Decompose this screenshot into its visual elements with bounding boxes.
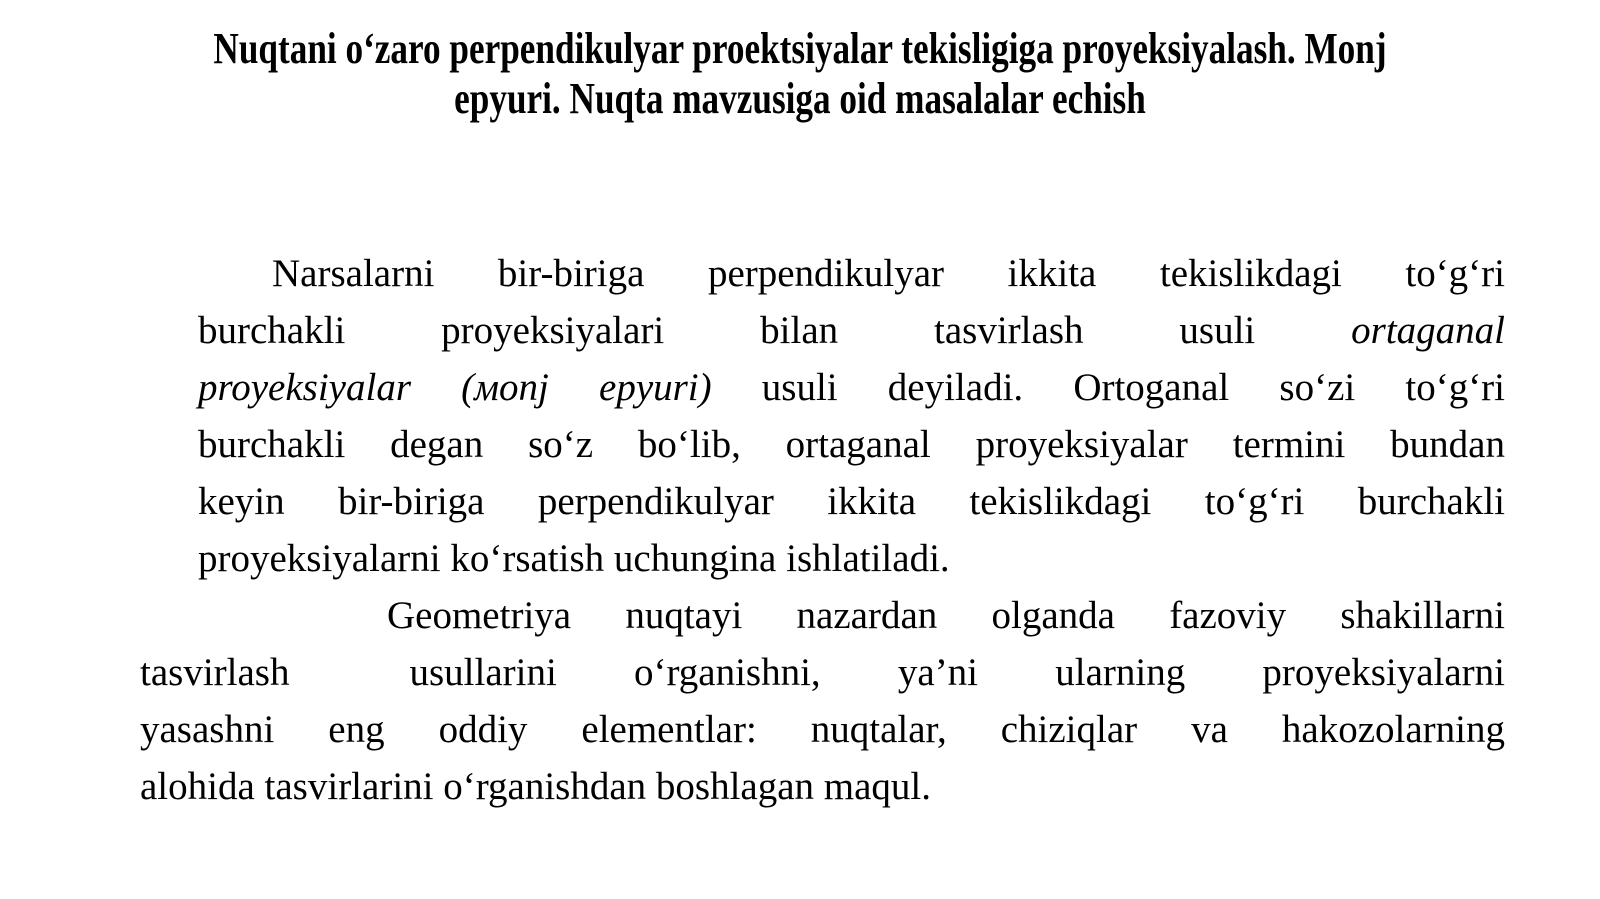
text-run-italic: proyeksiyalar (мonj epyuri) xyxy=(198,366,712,409)
text-line xyxy=(198,359,1505,416)
page-title xyxy=(160,24,1440,124)
text-run: burchakli proyeksiyalari bilan tasvirlash usuli xyxy=(198,309,1352,352)
text-line xyxy=(198,530,1505,587)
paragraph-1 xyxy=(198,245,1505,587)
text-run: Geometriya nuqtayi nazardan olganda fazoviy shakillarni xyxy=(387,594,1505,637)
text-run: usuli deyiladi. Ortoganal so‘zi to‘g‘ri xyxy=(711,366,1505,409)
text-run: alohida tasvirlarini o‘rganishdan boshlagan maqul. xyxy=(140,765,932,808)
text-run: burchakli degan so‘z bo‘lib, ortaganal proyeksiyalar termini bundan xyxy=(198,423,1505,466)
text-run: keyin bir-biriga perpendikulyar ikkita tekislikdagi to‘g‘ri burchakli xyxy=(198,480,1505,523)
text-run: proyeksiyalarni ko‘rsatish uchungina ishlatiladi. xyxy=(198,537,950,580)
text-line xyxy=(198,416,1505,473)
text-run: yasashni eng oddiy elementlar: nuqtalar, chiziqlar va hakozolarning xyxy=(140,708,1505,751)
text-run-italic: ortaganal xyxy=(1351,309,1505,352)
body-text xyxy=(0,245,1600,815)
title-line-2: epyuri. Nuqta mavzusiga oid masalalar echish xyxy=(454,74,1146,123)
text-run: Narsalarni bir-biriga perpendikulyar ikkita tekislikdagi to‘g‘ri xyxy=(272,252,1505,295)
text-line xyxy=(140,758,1505,815)
text-line xyxy=(140,701,1505,758)
paragraph-2 xyxy=(140,587,1505,815)
text-line xyxy=(198,302,1505,359)
text-line xyxy=(198,245,1505,302)
title-line-1: Nuqtani o‘zaro perpendikulyar proektsiyalar tekisligiga proyeksiyalash. Monj xyxy=(213,24,1387,73)
text-run: tasvirlash xyxy=(140,651,290,694)
text-run: usullarini o‘rganishni, ya’ni ularning proyeksiyalarni xyxy=(409,651,1505,694)
text-line xyxy=(140,587,1505,644)
text-line xyxy=(198,473,1505,530)
tab-gap xyxy=(289,684,409,685)
text-line xyxy=(140,644,1505,701)
